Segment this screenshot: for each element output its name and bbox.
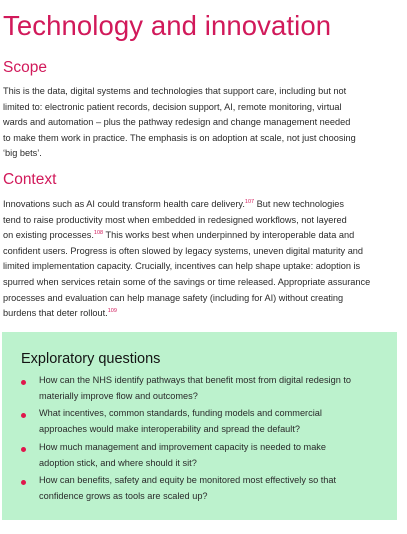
page-title: Technology and innovation [3,10,332,41]
context-line: confident users. Progress is often slowed by legacy systems, uneven digital maturity and [3,245,364,256]
scope-line: to make them work in practice. The emphasis is on adoption at scale, not just choosing [3,132,356,143]
footnote-ref-108[interactable]: 108 [93,230,104,237]
scope-line: limited to: electronic patient records, decision support, AI, remote monitoring, virtual [3,101,342,112]
context-text: on existing processes. [3,230,94,241]
scope-line: wards and automation – plus the pathway redesign and change management needed [3,117,351,128]
question-line: How can benefits, safety and equity be monitored most effectively so that [39,475,337,485]
bullet-icon [21,480,26,485]
context-text: Innovations such as AI could transform health care delivery. [3,199,245,209]
question-text [39,406,391,437]
context-text: But new technologies [254,199,344,209]
footnote-ref-107[interactable]: 107 [244,199,255,205]
question-text [39,373,391,404]
context-paragraph [3,197,402,322]
question-line: How much management and improvement capacity is needed to make [39,442,327,452]
question-line: approaches would make interoperability and spread the default? [39,423,300,434]
context-line: processes and evaluation can help manage safety (including for AI) without creating [3,292,344,303]
context-heading: Context [3,171,57,188]
exploratory-questions-box [2,332,397,520]
bullet-icon [21,380,26,385]
exploratory-questions-heading: Exploratory questions [21,351,161,367]
context-line [3,197,402,213]
bullet-icon [21,413,26,418]
context-text: This works best when underpinned by interoperable data and [103,230,355,241]
question-line: materially improve flow and outcomes? [39,390,198,401]
context-line: limited implementation capacity. Crucially, incentives can help shape uptake: adoption is [3,261,361,272]
context-line: tend to raise productivity most when embedded in redesigned workflows, not layered [3,214,347,225]
context-text: burdens that deter rollout. [3,308,108,319]
context-line [3,306,402,322]
scope-line: This is the data, digital systems and technologies that support care, including but not [3,86,347,96]
question-text [39,473,391,504]
scope-paragraph [3,84,402,162]
context-line [3,228,402,244]
footnote-ref-109[interactable]: 109 [107,308,117,315]
bullet-icon [21,447,26,452]
scope-heading: Scope [3,59,47,76]
question-line: What incentives, common standards, funding models and commercial [39,408,322,418]
question-line: adoption stick, and where should it sit? [39,457,197,468]
context-line: spurred when services retain some of the savings or time released. Appropriate assurance [3,276,371,287]
question-line: How can the NHS identify pathways that benefit most from digital redesign to [39,375,352,385]
question-line: confidence grows as tools are scaled up? [39,490,208,501]
question-text [39,440,391,471]
scope-line: ‘big bets’. [3,148,42,159]
